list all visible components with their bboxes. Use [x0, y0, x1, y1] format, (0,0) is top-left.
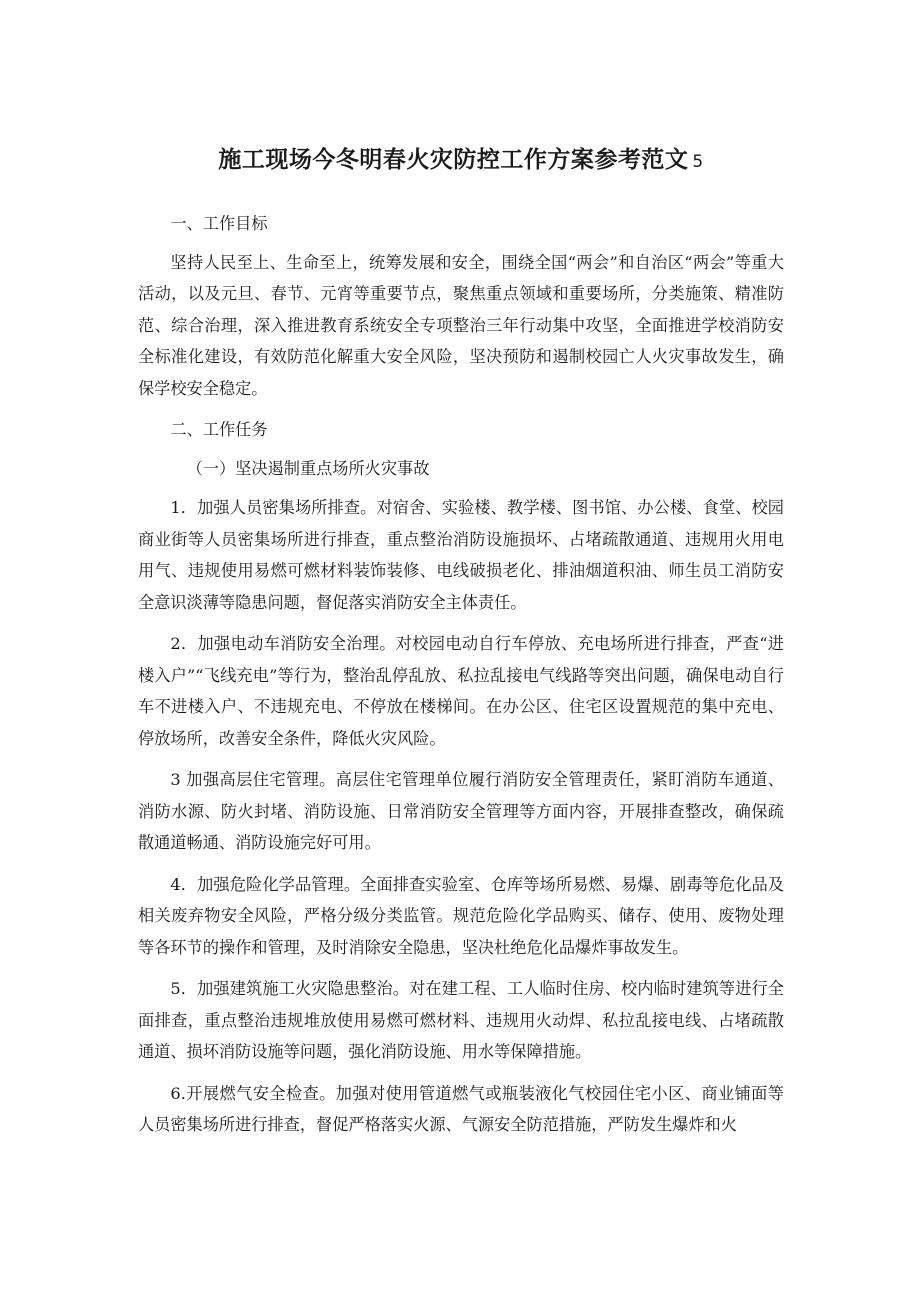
paragraph-task-6: 6.开展燃气安全检查。加强对使用管道燃气或瓶装液化气校园住宅小区、商业铺面等人员密集场所进行排查，督促严格落实火源、气源安全防范措施，严防发生爆炸和火 — [138, 1083, 784, 1134]
paragraph-task-4: 4．加强危险化学品管理。全面排查实验室、仓库等场所易燃、易爆、剧毒等危化品及相关废弃物安全风险，严格分级分类监管。规范危险化学品购买、储存、使用、废物处理等各环节的操作和管理，及时消除安全隐患，坚决杜绝危化品爆炸事故发生。 — [138, 874, 784, 957]
document-page — [138, 140, 784, 1151]
paragraph-task-3: 3 加强高层住宅管理。高层住宅管理单位履行消防安全管理责任，紧盯消防车通道、消防水源、防火封堵、消防设施、日常消防安全管理等方面内容，开展排查整改，确保疏散通道畅通、消防设施完好可用。 — [138, 770, 784, 852]
paragraph-task-1: 1．加强人员密集场所排查。对宿舍、实验楼、教学楼、图书馆、办公楼、食堂、校园商业街等人员密集场所进行排查，重点整治消防设施损坏、占堵疏散通道、违规用火用电用气、违规使用易燃可燃材料装饰装修、电线破损老化、排油烟道积油、师生员工消防安全意识淡薄等隐患问题，督促落实消防安全主体责任。 — [138, 498, 784, 612]
paragraph-goals: 坚持人民至上、生命至上，统筹发展和安全，围绕全国“两会”和自治区“两会”等重大活动，以及元旦、春节、元宵等重要节点，聚焦重点领域和重要场所，分类施策、精准防范、综合治理，深入推进教育系统安全专项整治三年行动集中攻坚，全面推进学校消防安全标准化建设，有效防范化解重大安全风险，坚决预防和遏制校园亡人火灾事故发生，确保学校安全稳定。 — [138, 252, 784, 398]
paragraph-task-5: 5．加强建筑施工火灾隐患整治。对在建工程、工人临时住房、校内临时建筑等进行全面排查，重点整治违规堆放使用易燃可燃材料、违规用火动焊、私拉乱接电线、占堵疏散通道、损坏消防设施等问题，强化消防设施、用水等保障措施。 — [138, 979, 784, 1061]
paragraph-task-2: 2．加强电动车消防安全治理。对校园电动自行车停放、充电场所进行排查，严查“进楼入户”“飞线充电”等行为，整治乱停乱放、私拉乱接电气线路等突出问题，确保电动自行车不进楼入户、不违规充电、不停放在楼梯间。在办公区、住宅区设置规范的集中充电、停放场所，改善安全条件，降低火灾风险。 — [138, 634, 784, 748]
title-text: 施工现场今冬明春火灾防控工作方案参考范文 — [218, 147, 689, 173]
document-title — [138, 140, 784, 182]
section-heading-goals: 一、工作目标 — [170, 214, 268, 233]
section-heading-tasks: 二、工作任务 — [170, 420, 268, 439]
title-suffix: 5 — [692, 152, 704, 172]
subheading-key-places: （一）坚决遏制重点场所火灾事故 — [186, 458, 430, 478]
